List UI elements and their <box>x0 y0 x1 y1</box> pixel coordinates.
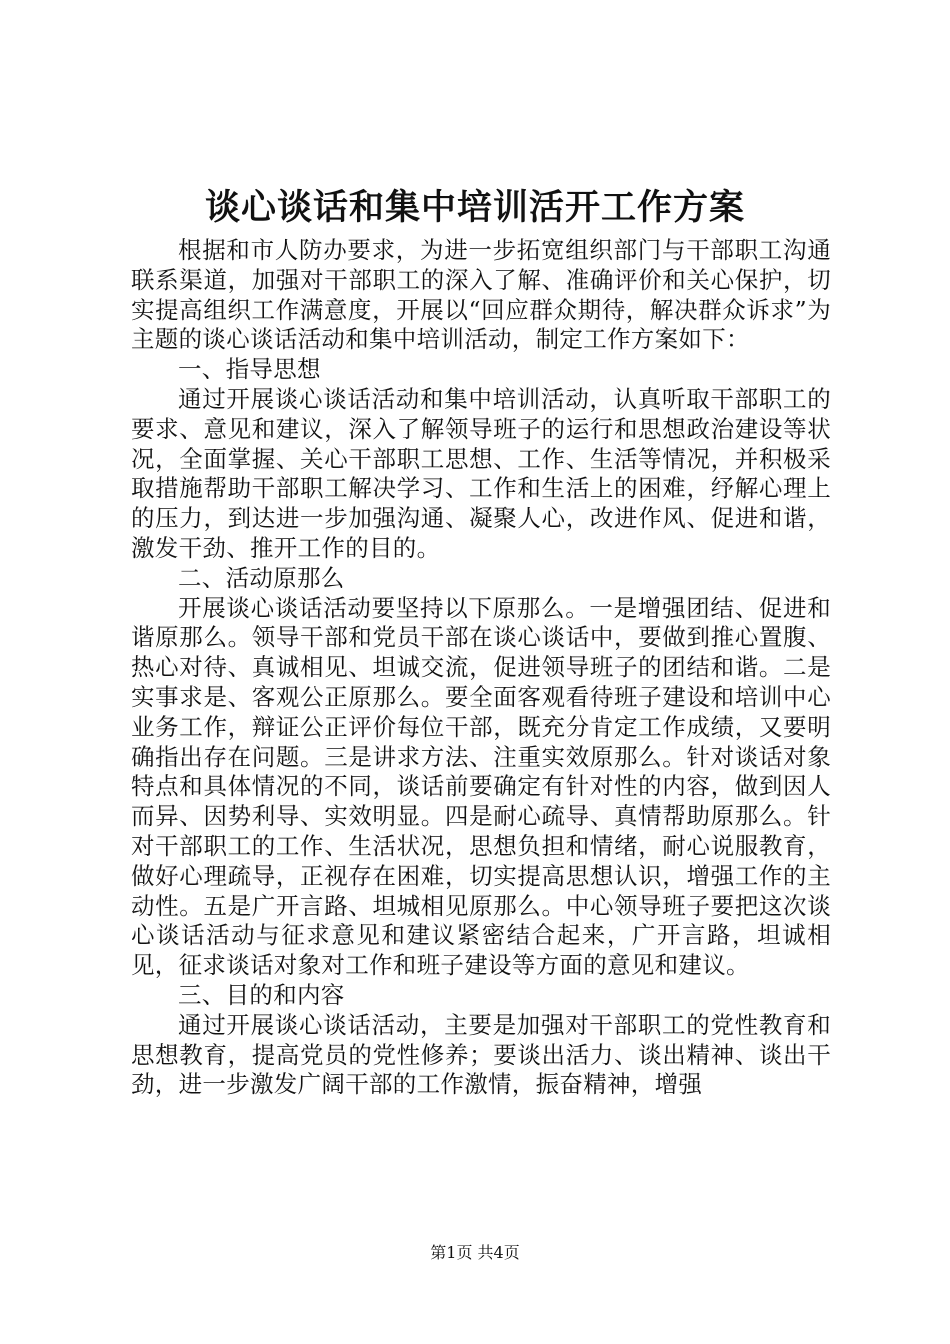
section-heading-purpose: 三、目的和内容 <box>178 980 345 1009</box>
purpose-paragraph: 通过开展谈心谈话活动，主要是加强对干部职工的党性教育和思想教育，提高党员的党性修养；要谈出活力、谈出精神、谈出干劲，进一步激发广阔干部的工作激情，振奋精神，增强 <box>131 1010 831 1099</box>
guiding-ideology-paragraph: 通过开展谈心谈话活动和集中培训活动，认真听取干部职工的要求、意见和建议，深入了解领导班子的运行和思想政治建设等状况，全面掌握、关心干部职工思想、工作、生活等情况，并积极采取措施帮助干部职工解决学习、工作和生活上的困难，纾解心理上的压力，到达进一步加强沟通、凝聚人心，改进作风、促进和谐，激发干劲、推开工作的目的。 <box>131 384 831 562</box>
document-title: 谈心谈话和集中培训活开工作方案 <box>204 187 745 228</box>
section-heading-guiding-ideology: 一、指导思想 <box>178 355 321 384</box>
intro-paragraph: 根据和市人防办要求，为进一步拓宽组织部门与干部职工沟通联系渠道，加强对干部职工的深入了解、准确评价和关心保护，切实提高组织工作满意度，开展以“回应群众期待，解决群众诉求”为主题的谈心谈话活动和集中培训活动，制定工作方案如下： <box>131 236 831 354</box>
page-number-footer: 第1页 共4页 <box>430 1243 520 1262</box>
section-heading-principles: 二、活动原那么 <box>178 563 345 592</box>
principles-paragraph: 开展谈心谈话活动要坚持以下原那么。一是增强团结、促进和谐原那么。领导干部和党员干部在谈心谈话中，要做到推心置腹、热心对待、真诚相见、坦诚交流，促进领导班子的团结和谐。二是实事求是、客观公正原那么。要全面客观看待班子建设和培训中心业务工作，辩证公正评价每位干部，既充分肯定工作成绩，又要明确指出存在问题。三是讲求方法、注重实效原那么。针对谈话对象特点和具体情况的不同，谈话前要确定有针对性的内容，做到因人而异、因势利导、实效明显。四是耐心疏导、真情帮助原那么。针对干部职工的工作、生活状况，思想负担和情绪，耐心说服教育，做好心理疏导，正视存在困难，切实提高思想认识，增强工作的主动性。五是广开言路、坦城相见原那么。中心领导班子要把这次谈心谈话活动与征求意见和建议紧密结合起来，广开言路，坦诚相见，征求谈话对象对工作和班子建设等方面的意见和建议。 <box>131 593 831 980</box>
document-body <box>131 236 831 1100</box>
